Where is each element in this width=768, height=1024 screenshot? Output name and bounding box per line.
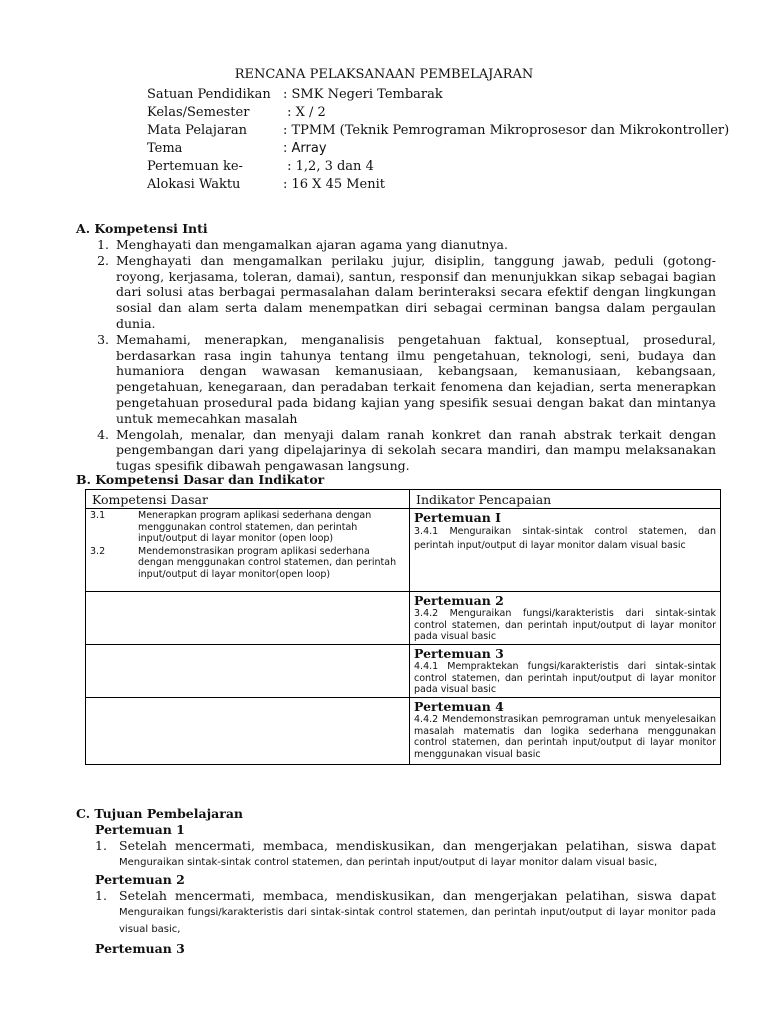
kd-text: Menerapkan program aplikasi sederhana dengan menggunakan control statemen, dan perintah input/output di layar monitor (open loop)	[138, 510, 372, 544]
goal-number: 1.	[95, 888, 107, 903]
meeting-title: Pertemuan 3	[414, 646, 504, 661]
list-item: 1. Menghayati dan mengamalkan ajaran agama yang dianutnya.	[113, 237, 716, 253]
meta-label: Mata Pelajaran	[147, 123, 248, 138]
kd-cell	[86, 509, 410, 592]
meta-label: Satuan Pendidikan	[147, 87, 271, 102]
meeting-heading: Pertemuan 3	[95, 941, 185, 956]
meta-row-pertemuan	[147, 158, 729, 176]
kd-text: Mendemonstrasikan program aplikasi sederhana dengan menggunakan control statemen, dan perintah input/output di layar monitor(open loop)	[138, 545, 397, 580]
goal-text	[119, 888, 716, 937]
meta-value: : TPMM (Teknik Pemrograman Mikroprosesor dan Mikrokontroller)	[283, 123, 730, 138]
meta-label: Alokasi Waktu	[147, 177, 241, 192]
table-row	[86, 645, 721, 698]
meeting-title: Pertemuan 4	[414, 699, 504, 714]
column-header-kd: Kompetensi Dasar	[86, 490, 410, 509]
meta-value: : X / 2	[283, 105, 326, 120]
table-row	[86, 509, 721, 592]
meta-label: Tema	[147, 141, 183, 156]
goal-number: 1.	[95, 838, 107, 853]
section-kompetensi-inti	[76, 221, 716, 474]
table-row	[86, 592, 721, 645]
kd-cell-empty	[86, 592, 410, 645]
meta-value: : SMK Negeri Tembarak	[283, 87, 443, 102]
meeting-title: Pertemuan 2	[414, 593, 504, 608]
list-item: 3. Memahami, menerapkan, menganalisis pengetahuan faktual, konseptual, prosedural, berdasarkan rasa ingin tahunya tentang ilmu pengetahuan, teknologi, seni, budaya dan humaniora dengan wawasan kemanusiaan, kebangsaan, kemanusiaan, kebangsaan, pengetahuan, kenegaraan, dan peradaban terkait fenomena dan kejadian, serta menerapkan pengetahuan prosedural pada bidang kajian yang spesifik sesuai dengan bakat dan mintanya untuk memecahkan masalah	[113, 332, 716, 427]
kd-item	[90, 510, 405, 545]
section-heading: A. Kompetensi Inti	[76, 221, 208, 236]
document-title: RENCANA PELAKSANAAN PEMBELAJARAN	[234, 67, 534, 82]
indikator-cell	[410, 698, 721, 765]
goal-rest: Menguraikan fungsi/karakteristis dari sintak-sintak control statemen, dan perintah input/output di layar monitor pada visual basic,	[119, 907, 716, 935]
indikator-cell	[410, 509, 721, 592]
goal-lead: Setelah mencermati, membaca, mendiskusikan, dan mengerjakan pelatihan, siswa dapat	[119, 838, 716, 853]
meta-value: : 16 X 45 Menit	[283, 177, 386, 192]
section-tujuan	[76, 806, 716, 957]
table-header-row	[86, 490, 721, 509]
kd-item	[90, 546, 405, 581]
goal-text	[119, 838, 716, 870]
meeting-heading: Pertemuan 1	[95, 822, 185, 837]
meta-row-tema	[147, 140, 729, 158]
indikator-text: 4.4.1 Mempraktekan fungsi/karakteristis dari sintak-sintak control statemen, dan perintah input/output di layar monitor pada visual basic	[414, 661, 716, 695]
goal-item	[95, 888, 716, 937]
kd-number: 3.1	[90, 510, 106, 521]
goal-lead: Setelah mencermati, membaca, mendiskusikan, dan mengerjakan pelatihan, siswa dapat	[119, 888, 716, 903]
kompetensi-inti-list	[76, 237, 716, 474]
meta-row-satuan	[147, 86, 729, 104]
kd-number: 3.2	[90, 545, 106, 557]
meta-label: Pertemuan ke-	[147, 159, 243, 174]
kd-indikator-table	[85, 489, 721, 765]
section-kd-indikator	[76, 472, 721, 488]
meta-row-alokasi	[147, 176, 729, 194]
meeting-title: Pertemuan I	[414, 510, 502, 525]
table-row	[86, 698, 721, 765]
list-item: 2. Menghayati dan mengamalkan perilaku jujur, disiplin, tanggung jawab, peduli (gotong-royong, kerjasama, toleran, damai), santun, responsif dan menunjukkan sikap sebagai bagian dari solusi atas berbagai permasalahan dalam berinteraksi secara efektif dengan lingkungan sosial dan alam serta dalam menempatkan diri sebagai cerminan bangsa dalam pergaulan dunia.	[113, 253, 716, 332]
list-item: 4. Mengolah, menalar, dan menyaji dalam ranah konkret dan ranah abstrak terkait dengan pengembangan dari yang dipelajarinya di sekolah secara mandiri, dan mampu melaksanakan tugas spesifik dibawah pengawasan langsung.	[113, 427, 716, 474]
meta-value: : 1,2, 3 dan 4	[283, 159, 374, 174]
indikator-cell	[410, 592, 721, 645]
header-info	[147, 86, 729, 194]
section-heading: B. Kompetensi Dasar dan Indikator	[76, 472, 325, 487]
indikator-text: 3.4.1 Menguraikan sintak-sintak control statemen, dan perintah input/output di layar monitor dalam visual basic	[414, 526, 716, 551]
meta-value: : Array	[283, 141, 327, 156]
goal-rest: Menguraikan sintak-sintak control statemen, dan perintah input/output di layar monitor dalam visual basic,	[119, 857, 658, 868]
kd-cell-empty	[86, 698, 410, 765]
indikator-cell	[410, 645, 721, 698]
indikator-text: 3.4.2 Menguraikan fungsi/karakteristis dari sintak-sintak control statemen, dan perintah input/output di layar monitor pada visual basic	[414, 608, 716, 642]
section-heading: C. Tujuan Pembelajaran	[76, 806, 244, 821]
meta-row-kelas	[147, 104, 729, 122]
column-header-indikator: Indikator Pencapaian	[410, 490, 721, 509]
goal-item	[95, 838, 716, 870]
meeting-heading: Pertemuan 2	[95, 872, 185, 887]
indikator-text: 4.4.2 Mendemonstrasikan pemrograman untuk menyelesaikan masalah matematis dan logika sederhana menggunakan control statemen, dan perintah input/output di layar monitor menggunakan visual basic	[414, 714, 716, 760]
kd-cell-empty	[86, 645, 410, 698]
meta-row-mapel	[147, 122, 729, 140]
meta-label: Kelas/Semester	[147, 105, 250, 120]
